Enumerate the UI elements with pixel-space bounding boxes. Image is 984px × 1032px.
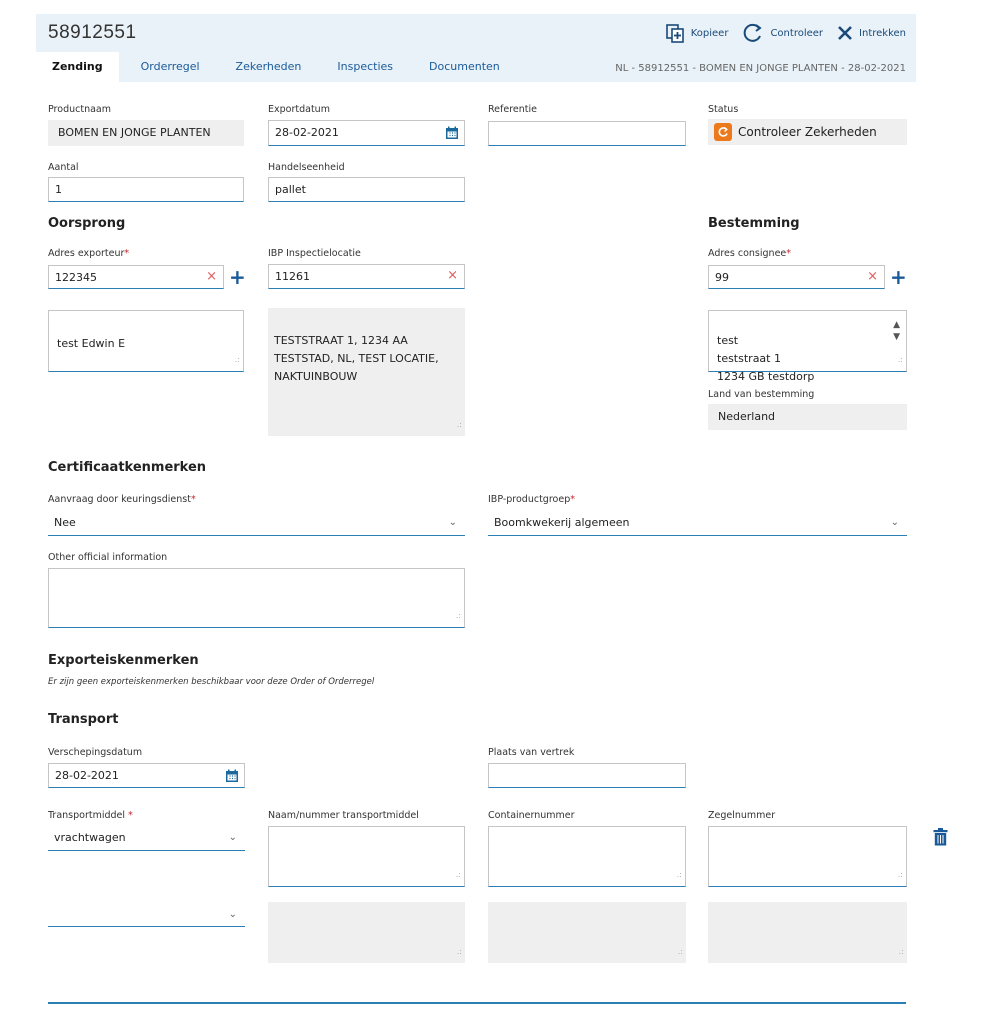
resize-handle-icon: .: — [456, 947, 462, 956]
resize-handle-icon[interactable]: .: — [455, 870, 461, 879]
container-box-2 — [488, 902, 686, 963]
resize-handle-icon[interactable]: .: — [897, 355, 903, 364]
trade-unit-label: Handelseenheid — [268, 162, 345, 173]
exporter-address: test Edwin E — [57, 337, 126, 350]
request-label: Aanvraag door keuringsdienst — [48, 494, 191, 505]
add-consignee-button[interactable] — [890, 267, 907, 287]
request-value: Nee — [54, 516, 76, 529]
means-label-wrap — [48, 810, 133, 821]
country-label: Land van bestemming — [708, 389, 815, 400]
tab-zending[interactable]: Zending — [36, 52, 119, 82]
divider — [48, 1002, 906, 1004]
exporter-label-wrap — [48, 248, 129, 259]
trade-unit-input[interactable]: pallet — [268, 177, 465, 202]
tab-inspecties[interactable]: Inspecties — [337, 60, 394, 73]
ship-date-field[interactable] — [48, 763, 245, 788]
resize-handle-icon: .: — [677, 947, 683, 956]
consignee-input[interactable] — [708, 265, 885, 289]
country-value: Nederland — [708, 404, 907, 430]
chevron-down-icon: ⌄ — [448, 517, 457, 528]
chevron-down-icon: ⌄ — [890, 517, 899, 528]
required-mark: * — [570, 494, 575, 505]
chevron-down-icon[interactable]: ▼ — [893, 332, 900, 342]
quantity-label: Aantal — [48, 162, 79, 173]
productgroup-label: IBP-productgroep — [488, 494, 571, 505]
export-note: Er zijn geen exporteiskenmerken beschikbaar voor deze Order of Orderregel — [48, 677, 375, 687]
quantity-input[interactable]: 1 — [48, 177, 244, 202]
productgroup-select[interactable] — [488, 511, 907, 536]
chevron-up-icon[interactable]: ▲ — [893, 320, 900, 330]
product-value: BOMEN EN JONGE PLANTEN — [48, 120, 244, 146]
ship-date-value: 28-02-2021 — [55, 769, 119, 782]
consignee-value: 99 — [715, 271, 729, 284]
seal-label: Zegelnummer — [708, 810, 776, 821]
export-date-field[interactable] — [268, 120, 465, 146]
reference-input[interactable] — [488, 121, 686, 146]
tab-documenten[interactable]: Documenten — [429, 60, 500, 73]
inspection-label: IBP Inspectielocatie — [268, 248, 361, 259]
consignee-label: Adres consignee — [708, 248, 787, 259]
resize-handle-icon: .: — [456, 420, 462, 429]
clear-icon[interactable]: × — [206, 269, 217, 284]
add-exporter-button[interactable] — [229, 267, 246, 287]
delete-row-button[interactable] — [933, 828, 948, 849]
clear-icon[interactable]: × — [447, 268, 458, 283]
required-mark: * — [125, 810, 133, 821]
required-mark: * — [124, 248, 130, 259]
transport-title: Transport — [48, 712, 119, 727]
header-actions — [665, 22, 906, 44]
seal-textarea[interactable] — [708, 826, 907, 887]
trash-icon — [933, 836, 948, 849]
export-date-value: 28-02-2021 — [275, 126, 339, 139]
scrollbar[interactable] — [893, 319, 900, 343]
clear-icon[interactable]: × — [867, 269, 878, 284]
name-number-box-2 — [268, 902, 465, 963]
resize-handle-icon[interactable]: .: — [234, 355, 240, 364]
container-label: Containernummer — [488, 810, 575, 821]
name-number-textarea[interactable] — [268, 826, 465, 887]
productgroup-value: Boomkwekerij algemeen — [494, 516, 630, 529]
inspection-value: 11261 — [275, 270, 310, 283]
order-number: 58912551 — [48, 22, 137, 43]
exporter-value: 122345 — [55, 271, 97, 284]
required-mark: * — [786, 248, 792, 259]
copy-icon — [665, 23, 685, 43]
means-select-2[interactable] — [48, 903, 245, 927]
name-number-label: Naam/nummer transportmiddel — [268, 810, 419, 821]
resize-handle-icon[interactable]: .: — [455, 611, 461, 620]
consignee-label-wrap — [708, 248, 791, 259]
export-title: Exporteiskenmerken — [48, 653, 199, 668]
other-info-label: Other official information — [48, 552, 168, 563]
means-label: Transportmiddel — [48, 810, 126, 821]
copy-button[interactable] — [665, 23, 729, 43]
plus-icon: + — [229, 265, 246, 289]
resize-handle-icon: .: — [898, 947, 904, 956]
calendar-icon[interactable] — [445, 126, 459, 143]
other-info-textarea[interactable] — [48, 568, 465, 628]
check-label: Controleer — [770, 27, 824, 39]
consignee-address-textarea[interactable] — [708, 310, 907, 383]
withdraw-button[interactable] — [837, 25, 906, 41]
productgroup-label-wrap — [488, 494, 575, 505]
departure-label: Plaats van vertrek — [488, 747, 575, 758]
product-label: Productnaam — [48, 104, 111, 115]
inspection-address-box — [268, 308, 465, 436]
status-label: Status — [708, 104, 739, 115]
reference-label: Referentie — [488, 104, 537, 115]
origin-title: Oorsprong — [48, 216, 126, 231]
refresh-icon — [714, 123, 732, 141]
breadcrumb: NL - 58912551 - BOMEN EN JONGE PLANTEN - 28-02-2021 — [615, 63, 906, 74]
chevron-down-icon: ⌄ — [228, 909, 237, 920]
status-badge — [708, 119, 907, 145]
tab-bar — [48, 52, 536, 82]
means-value: vrachtwagen — [54, 831, 126, 844]
inspection-input[interactable] — [268, 264, 465, 289]
tab-zekerheden[interactable]: Zekerheden — [235, 60, 302, 73]
destination-title: Bestemming — [708, 216, 800, 231]
container-textarea[interactable] — [488, 826, 686, 887]
certificate-title: Certificaatkenmerken — [48, 460, 207, 475]
request-select[interactable] — [48, 511, 465, 536]
seal-box-2 — [708, 902, 907, 963]
request-label-wrap — [48, 494, 196, 505]
order-header — [36, 14, 916, 82]
check-button[interactable] — [742, 22, 823, 44]
export-date-label: Exportdatum — [268, 104, 330, 115]
calendar-icon[interactable] — [225, 769, 239, 786]
status-value: Controleer Zekerheden — [738, 125, 877, 139]
means-select[interactable] — [48, 826, 245, 851]
plus-icon: + — [890, 265, 907, 289]
chevron-down-icon: ⌄ — [228, 832, 237, 843]
exporter-input[interactable] — [48, 265, 224, 289]
close-icon — [837, 25, 853, 41]
tab-orderregel[interactable]: Orderregel — [140, 60, 200, 73]
departure-input[interactable] — [488, 763, 686, 788]
ship-date-label: Verschepingsdatum — [48, 747, 143, 758]
consignee-address: test teststraat 1 1234 GB testdorp — [717, 334, 815, 383]
inspection-address: TESTSTRAAT 1, 1234 AA TESTSTAD, NL, TEST LOCATIE, NAKTUINBOUW — [274, 334, 439, 383]
refresh-icon — [742, 22, 764, 44]
exporter-address-textarea[interactable] — [48, 310, 244, 372]
copy-label: Kopieer — [690, 27, 729, 39]
exporter-label: Adres exporteur — [48, 248, 125, 259]
resize-handle-icon[interactable]: .: — [676, 870, 682, 879]
withdraw-label: Intrekken — [859, 27, 906, 39]
resize-handle-icon[interactable]: .: — [897, 870, 903, 879]
required-mark: * — [190, 494, 196, 505]
